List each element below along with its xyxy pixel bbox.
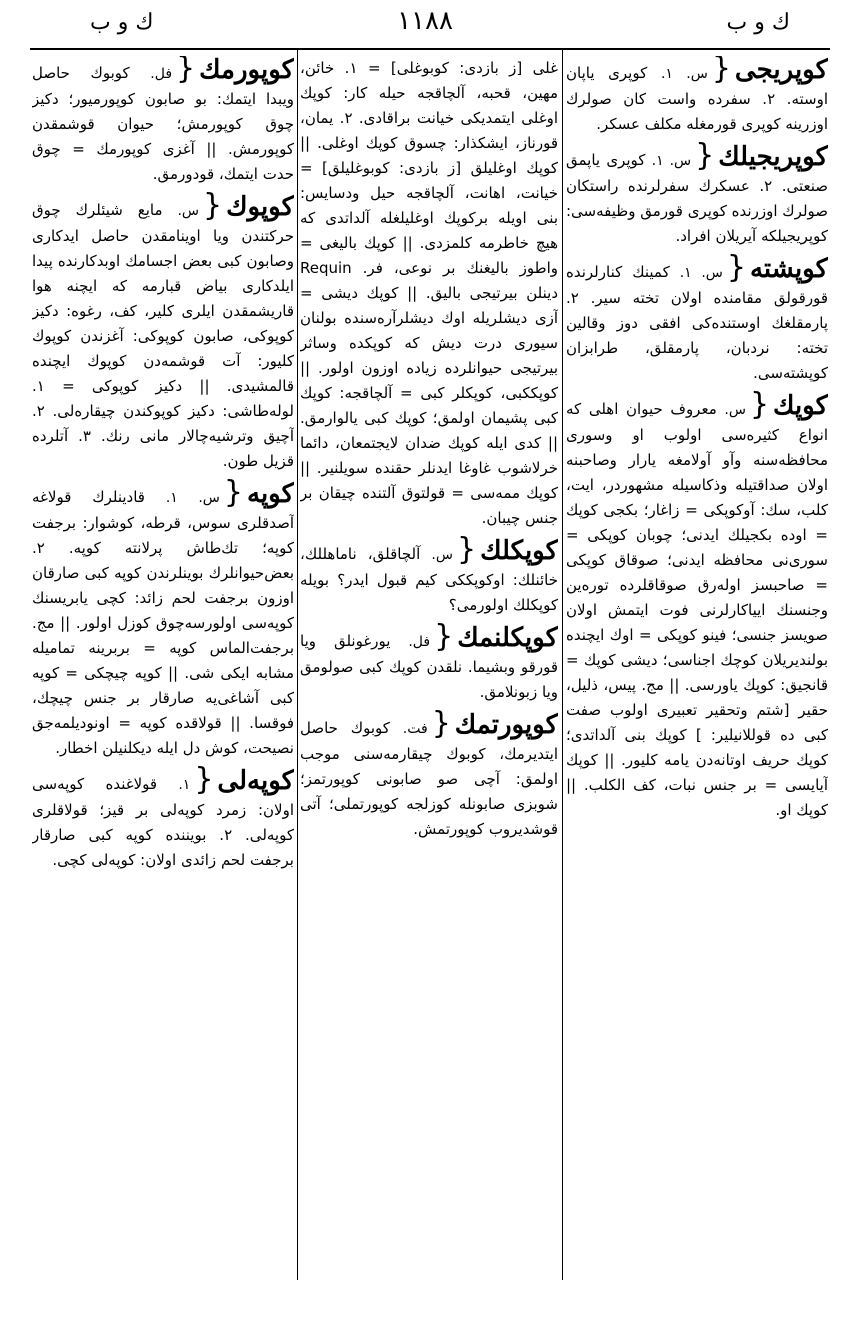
entry-definition: كوبوك حاصل ويبدا ايتمك: بو صابون كوپورميور؛ دكيز چوق كوپورمش؛ حيوان قوشمقدن كوپورمش. || آغزى كوپورمك = چوق حدت ايتمك، قودورمق. xyxy=(32,64,294,183)
entry-headword: كوپشته xyxy=(749,254,828,284)
brace-glyph: { xyxy=(194,762,214,797)
column-divider-left xyxy=(297,50,298,1280)
column-divider-right xyxy=(562,50,563,1280)
header-rule xyxy=(30,48,830,50)
entry-grammar-tag: س. ۱. xyxy=(651,153,692,169)
dictionary-entry xyxy=(300,706,558,842)
dictionary-entry xyxy=(32,762,294,873)
entry-definition: كوبوك حاصل ايتديرمك، كوبوك چيقارمه‌سنى موجب اولمق: آچى صو صابونى كوپورتمز؛ شوبزى صابونله كوزلجه كوپورتملى؛ آتى قوشديروب كوپورتمش. xyxy=(300,719,558,838)
entry-grammar-tag: فل. xyxy=(150,66,173,82)
brace-glyph: { xyxy=(711,56,731,86)
entry-headword: كوپه xyxy=(247,479,294,509)
entry-headword: كوپك xyxy=(773,391,828,421)
entry-definition: مايع شيئلرك چوق حركتندن ويا اوينامقدن حاصل ايدكارى وصابون كبى بعض اجسامك اوبدكارنده پيدا ايلدكارى بياض قبارمه كه ايچنه هوا قاريشمقدن ايلرى كلير، كف، رغوه: دكيز كوپوكى، صابون كوپوكى: آغزندن كوپوك كليور: آت قوشمه‌دن كوپوك ايچنده قالمشيدى. || دكيز كوپوكى = ۱. لوله‌طاشى: دكيز كوپوكندن چيقاره‌لى. ۲. آچيق وترشيه‌چالار مانى رنك. ۳. آتلرده قزيل طون. xyxy=(32,201,294,470)
page-number: ۱۱۸۸ xyxy=(397,6,453,36)
column-middle xyxy=(300,56,558,1271)
dictionary-entry xyxy=(300,619,558,705)
entry-headword: كوپكلك xyxy=(480,536,558,566)
entry-headword: كوپريجى xyxy=(734,56,828,85)
entry-grammar-tag: س. ۱. xyxy=(165,490,220,506)
entry-grammar-tag: ۱. xyxy=(178,777,191,793)
header-right-guideword: ك و ب xyxy=(726,10,790,35)
entry-headword: كوپوك xyxy=(226,192,294,222)
brace-glyph: { xyxy=(456,532,477,567)
entry-grammar-tag: س. ۱. xyxy=(679,265,723,281)
dictionary-entry xyxy=(32,475,294,761)
dictionary-entry xyxy=(566,387,828,823)
entry-definition: آلچاقلق، ناماهللك، خائنلك: اوكوپككى كيم قبول ايدر؟ بويله كوپكلك اولورمى؟ xyxy=(300,545,558,614)
entry-grammar-tag: فت. xyxy=(402,721,428,737)
entry-definition: معروف حيوان اهلى كه انواع كثيره‌سى اولوب او وسورى محافظه‌سنه وآو آولامغه يارار وصاحبنه اولان صداقتيله وذكاسيله مشهوردر، ايت، كلب، سك: آوكوپكى = زاغار؛ بكجى كوپك = اوده بكجيلك ايدنى؛ چوبان كوپكى = سورى‌نى محافظه ايدنى؛ صوقاق كوپكى = صاحبسز اوله‌رق صوقاقلرده تورەين وجنسنك ايياكارلرنى فوت ايتمش اولان صويسز جنسى؛ فينو كوپكى = اوك ايچنده بولنديريلان كوچك اجناسى؛ ديشى كوپك = قانجيق: كوپك ياورسى. || مج. پيس، ذليل، حقير [شتم وتحقير تعبيرى اولوب صفت كبى ده قوللانيلير: ] كوپك بنى آلداتدى؛ كوپك حريف اوتانه‌دن يامه كليور. || كوپك آيايسى = بر جنس نبات، كف الكلب. || كوپك او. xyxy=(566,400,828,819)
brace-glyph: { xyxy=(431,706,451,741)
entry-grammar-tag: س. xyxy=(431,547,453,563)
brace-glyph: { xyxy=(726,250,746,285)
entry-grammar-tag: فل. xyxy=(408,634,431,650)
brace-glyph: { xyxy=(176,56,196,86)
brace-glyph: { xyxy=(434,619,454,654)
entry-grammar-tag: س. xyxy=(724,402,746,418)
dictionary-entry xyxy=(32,188,294,474)
brace-glyph: { xyxy=(749,387,770,422)
entry-definition: غلى [ز بازدى: كوبوغلى] = ۱. خائن، مهين، قحبه، آلچاقجه حيله كار: كوپك اوغلى ايتمديكى خيانت براقادى. ۲. يمان، قورناز، ايشكذار: چسوق كوپك اوغلى. || كوپك اوغليلق [ز بازدى: كوبوغليلق] = خيانت، اهانت، آلچاقجه حيل ودسايس: بنى اويله بركوپك اوغليلغله آلداتدى كه هيچ خاطرمه كلمزدى. || كوپك باليغى = واطوز باليغنك بر نوعى، فر. Requin دينلن بيرتيجى باليق. || كوپك ديشى = آزى ديشلريله اوك ديشلرآره‌سنده بولنان سيورى درت ديش كه كوپكده وساثر بيرتيجى حيوانلرده زياده اوزون اولور. || كوپككبى، كوپكلر كبى = آلچاقجه: كوپك كبى پشيمان اولمق؛ كوپك كبى يالوارمق. || كدى ايله كوپك ضدان لايجتمعان، دائما خرلاشوب غاوغا ايدنلر حقنده سويلنير. || كوپك ممه‌سى = قولتوق آلتنده چيقان بر جنس چيبان. xyxy=(300,59,558,527)
dictionary-entry xyxy=(566,56,828,137)
header-left-guideword: ك و ب xyxy=(90,10,154,35)
entry-grammar-tag: س. ۱. xyxy=(660,66,708,82)
entry-headword: كوپكلنمك xyxy=(457,623,558,653)
brace-glyph: { xyxy=(223,475,243,510)
entry-definition: يورغونلق ويا قورقو وبشيما. نلقدن كوپك كبى صولومق ويا زبونلامق. xyxy=(300,632,558,701)
entry-definition: كوپرى ياپمق صنعتى. ۲. عسكرك سفرلرنده راستكان صولرك اوزرنده كوپرى قورمق وظيفه‌سى: كوپريجيلكه آيريلان افراد. xyxy=(566,151,828,245)
dictionary-entry xyxy=(32,56,294,187)
brace-glyph: { xyxy=(695,138,715,173)
entry-headword: كوپورتمك xyxy=(454,710,558,740)
column-right xyxy=(566,56,828,1271)
entry-definition: كوپرى ياپان اوسته. ۲. سفرده واست كان صولرك اوزرينه كوپرى قورمغله مكلف عسكر. xyxy=(566,64,828,133)
dictionary-entry xyxy=(566,250,828,386)
entry-grammar-tag: س. xyxy=(177,203,199,219)
page-header xyxy=(0,0,850,48)
entry-headword: كوپه‌لى xyxy=(217,766,294,796)
dictionary-entry xyxy=(300,56,558,531)
entry-headword: كوپريجيلك xyxy=(718,142,828,172)
entry-definition: قولاغنده كوپه‌سى اولان: زمرد كوپه‌لى بر قيز؛ قولاقلرى كوپه‌لى. ۲. بوينندە كوپه كبى صارقار برجفت لحم زائدى اولان: كوپه‌لى كچى. xyxy=(32,775,294,869)
brace-glyph: { xyxy=(202,188,223,223)
entry-definition: قادينلرك قولاغه آصدقلرى سوس، قرطه، كوشوار: برجفت كوپه؛ تك‌طاش پرلانته كوپه. ۲. بعض‌حيوانلرك بوينلرندن كوپه كبى صارقان اوزون برجفت لحم زائد: كچى يابريسنك كوپه‌سى اولورسه‌چوق كوزل اولور. || مج. برجفت‌الماس كوپه = بربرينه تماميله مشابه ايكى شى. || كوپه چيچكى = كوپه كبى آشاغى‌يه صارقار بر جنس چيچك، فوقسا. || قولاقده كوپه = اونوديلمه‌جق نصيحت، كوش دل ايله ديكلنيلن اخطار. xyxy=(32,488,294,757)
column-left xyxy=(32,56,294,1271)
dictionary-entry xyxy=(566,138,828,249)
dictionary-entry xyxy=(300,532,558,618)
entry-definition: كمينك كنارلرنده قورقولق مقامنده اولان تخته سير. ۲. پارمقلغك اوستنده‌كى افقى دوز وقالين تخته: نردبان، پارمقلق، طرابزان كوپشته‌سى. xyxy=(566,263,828,382)
entry-headword: كوپورمك xyxy=(199,56,294,85)
